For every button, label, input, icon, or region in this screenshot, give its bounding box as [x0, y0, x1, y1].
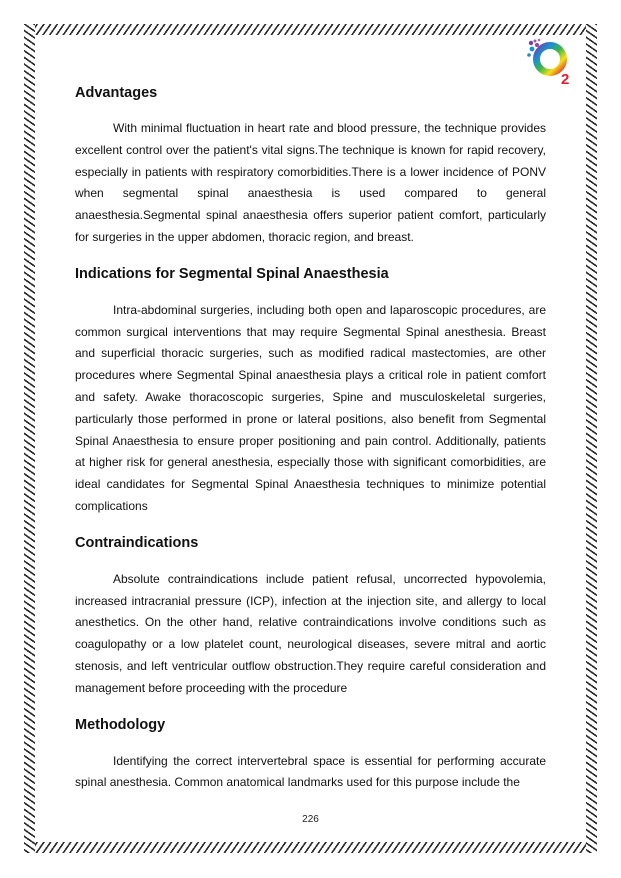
svg-text:2: 2	[561, 71, 570, 88]
section-paragraph-methodology: Identifying the correct intervertebral space is essential for performing accurate spinal anesthesia. Common anatomical landmarks used for this purpose include the	[75, 753, 546, 790]
page-border-right	[586, 24, 597, 853]
page-border-left	[24, 24, 35, 853]
section-heading-contraindications: Contraindications	[75, 534, 199, 551]
page-border-bottom	[24, 842, 597, 853]
page-border-top	[24, 24, 597, 35]
section-paragraph-advantages: With minimal fluctuation in heart rate and blood pressure, the technique provides excellent control over the patient's vital signs.The technique is known for rapid recovery, especially in patients with respiratory comorbidities.There is a lower incidence of PONV when segmental spinal anaesthesia is used compared to general anaesthesia.Segmental spinal anaesthesia offers superior patient comfort, particularly for surgeries in the upper abdomen, thoracic region, and breast.	[75, 121, 546, 244]
section-paragraph-indications: Intra-abdominal surgeries, including both open and laparoscopic procedures, are common surgical interventions that may require Segmental Spinal anesthesia. Breast and superficial thoracic surgeries, such as modified radical mastectomies, are other procedures where Segmental Spinal anaesthesia plays a critical role in patient comfort and safety. Awake thoracoscopic surgeries, Spine and musculoskeletal surgeries, particularly those performed in prone or lateral positions, also benefit from Segmental Spinal Anaesthesia to ensure proper positioning and pain control. Additionally, patients at higher risk for general anesthesia, especially those with significant comorbidities, are ideal candidates for Segmental Spinal Anaesthesia techniques to minimize potential complications	[75, 302, 546, 513]
section-paragraph-contraindications: Absolute contraindications include patient refusal, uncorrected hypovolemia, increased intracranial pressure (ICP), infection at the injection site, and allergy to local anesthetics. On the other hand, relative contraindications involve conditions such as coagulopathy or a low platelet count, neurological diseases, severe mitral and aortic stenosis, and left ventricular outflow obstruction.They require careful consideration and management before proceeding with the procedure	[75, 571, 546, 695]
section-heading-indications: Indications for Segmental Spinal Anaesthesia	[75, 265, 389, 282]
section-heading-methodology: Methodology	[75, 716, 166, 733]
page-number: 226	[302, 814, 319, 825]
document-body	[75, 84, 546, 794]
o2-logo-icon	[525, 37, 577, 89]
section-heading-advantages: Advantages	[75, 85, 158, 101]
